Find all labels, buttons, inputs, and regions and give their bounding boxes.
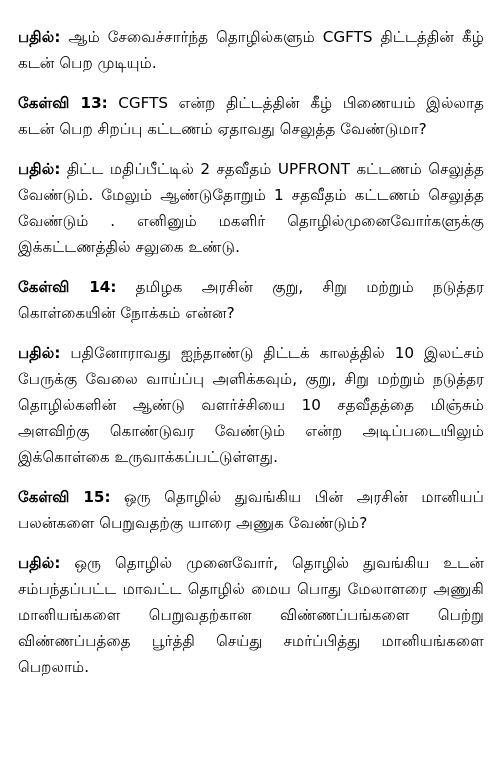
answer-paragraph (18, 340, 484, 470)
question-paragraph (18, 90, 484, 142)
answer-text: திட்ட மதிப்பீட்டில் 2 சதவீதம் UPFRONT கட்டணம் செலுத்த வேண்டும். மேலும் ஆண்டுதோறும் 1 சதவீதம் கட்டணம் செலுத்த வேண்டும் . எனினும் மகளிர் தொழில்முனைவோர்களுக்கு இக்கட்டணத்தில் சலுகை உண்டு. (18, 160, 484, 256)
question-label: கேள்வி 15: (18, 488, 111, 506)
question-label: கேள்வி 14: (18, 278, 117, 296)
answer-label: பதில்: (18, 28, 61, 46)
answer-text: பதினோராவது ஐந்தாண்டு திட்டக் காலத்தில் 10 இலட்சம் பேருக்கு வேலை வாய்ப்பு அளிக்கவும், குறு, சிறு மற்றும் நடுத்தர தொழில்களின் ஆண்டு வளர்ச்சியை 10 சதவீதத்தை மிஞ்சும் அளவிற்கு கொண்டுவர வேண்டும் என்ற அடிப்படையிலும் இக்கொள்கை உருவாக்கப்பட்டுள்ளது. (18, 344, 484, 466)
question-paragraph (18, 274, 484, 326)
answer-paragraph (18, 156, 484, 260)
answer-label: பதில்: (18, 344, 61, 362)
question-text: ஒரு தொழில் துவங்கிய பின் அரசின் மானியப் பலன்களை பெறுவதற்கு யாரை அணுக வேண்டும்? (18, 488, 484, 532)
question-text: தமிழக அரசின் குறு, சிறு மற்றும் நடுத்தர கொள்கையின் நோக்கம் என்ன? (18, 278, 484, 322)
answer-label: பதில்: (18, 160, 61, 178)
question-text: CGFTS என்ற திட்டத்தின் கீழ் பிணையம் இல்லாத கடன் பெற சிறப்பு கட்டணம் ஏதாவது செலுத்த வேண்டுமா? (18, 94, 484, 138)
answer-text: ஒரு தொழில் முனைவோர், தொழில் துவங்கிய உடன் சம்பந்தப்பட்ட மாவட்ட தொழில் மைய பொது மேலாளரை அணுகி மானியங்களை பெறுவதற்கான விண்ணப்பங்களை பெற்று விண்ணப்பத்தை பூர்த்தி செய்து சமர்ப்பித்து மானியங்களை பெறலாம். (18, 554, 484, 676)
answer-label: பதில்: (18, 554, 61, 572)
question-label: கேள்வி 13: (18, 94, 108, 112)
answer-text: ஆம் சேவைச்சார்ந்த தொழில்களும் CGFTS திட்டத்தின் கீழ் கடன் பெற முடியும். (18, 28, 484, 72)
answer-paragraph (18, 24, 484, 76)
answer-paragraph (18, 550, 484, 680)
question-paragraph (18, 484, 484, 536)
